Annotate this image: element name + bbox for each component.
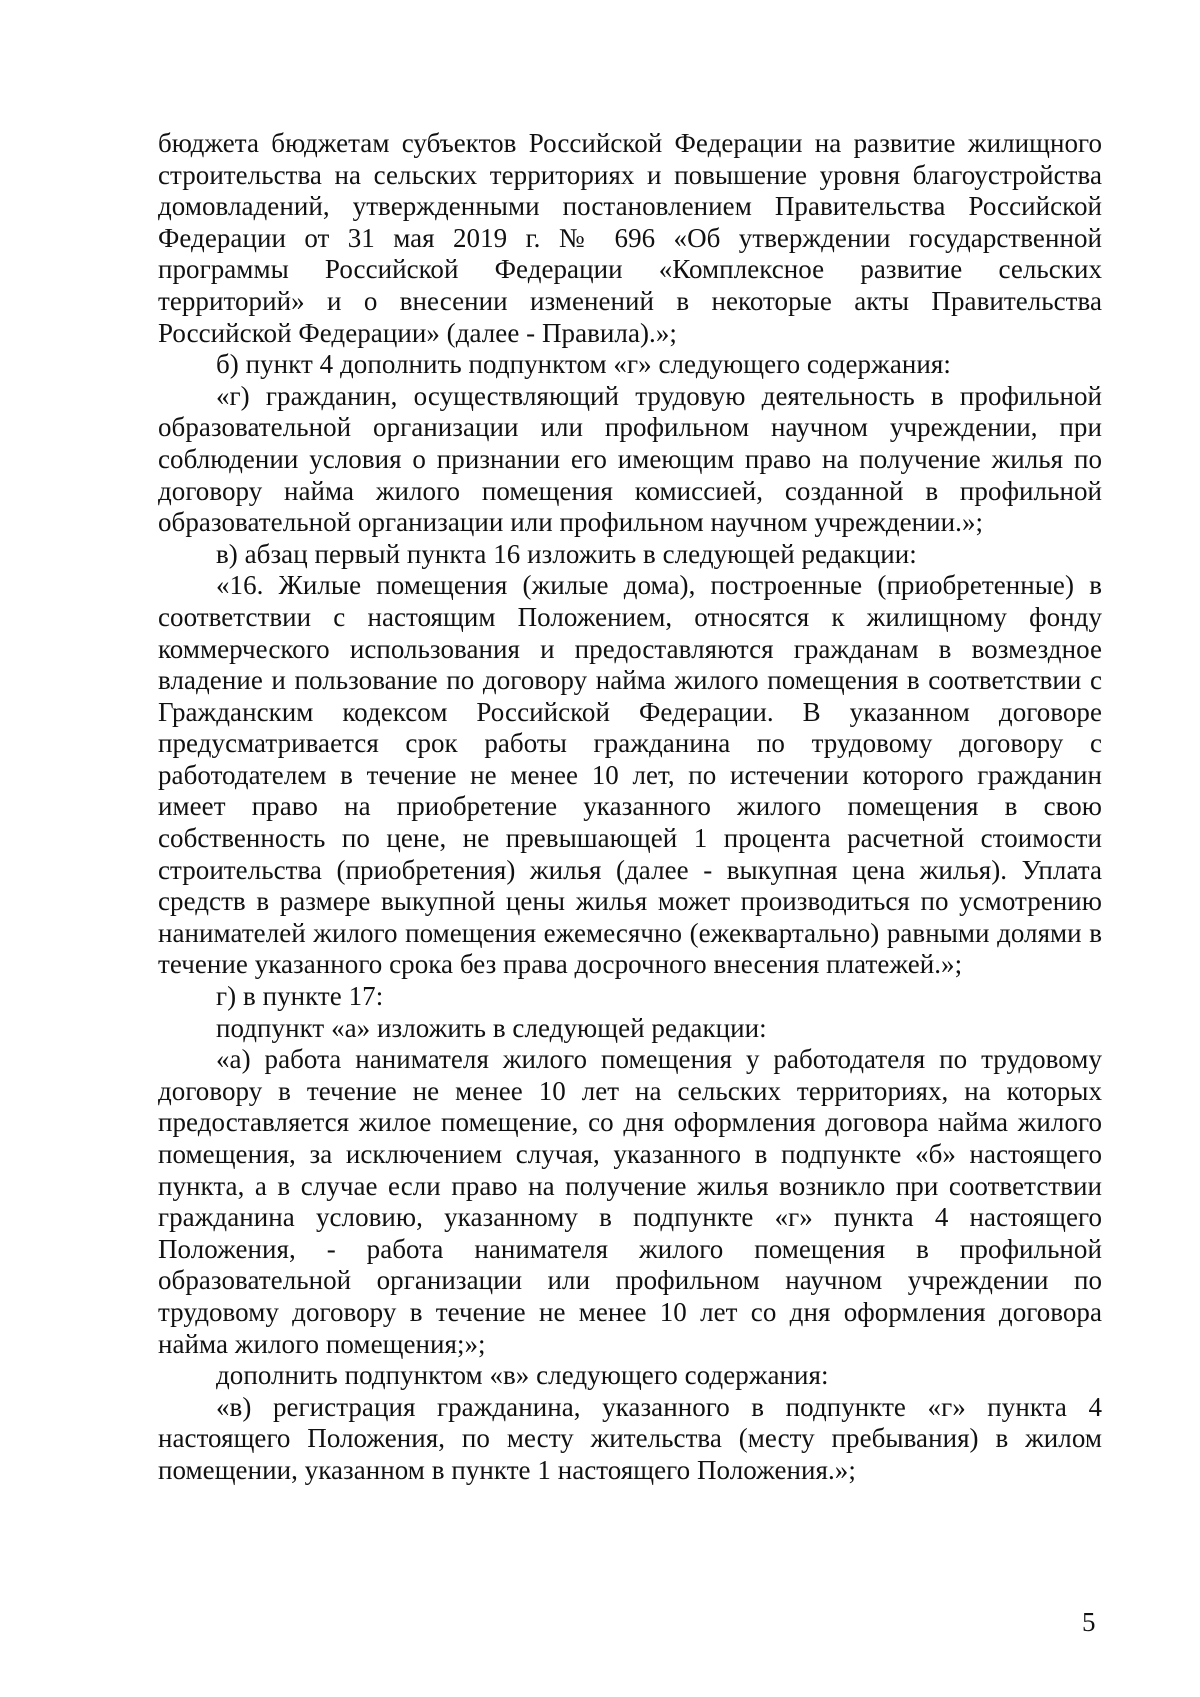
paragraph-continuation-rules: бюджета бюджетам субъектов Российской Федерации на развитие жилищного строительства на сельских территориях и повышение уровня благоустройства домовладений, утвержденными постановлением Правительства Российской Федерации от 31 мая 2019 г. № 696 «Об утверждении государственной программы Российской Федерации «Комплексное развитие сельских территорий» и о внесении изменений в некоторые акты Правительства Российской Федерации» (далее - Правила).»; <box>158 128 1102 348</box>
paragraph-subitem-a-heading: подпункт «а» изложить в следующей редакции: <box>216 1012 767 1043</box>
paragraph-subitem-v-heading: дополнить подпунктом «в» следующего содержания: <box>216 1360 829 1391</box>
paragraph-item-v-heading: в) абзац первый пункта 16 изложить в следующей редакции: <box>216 538 917 569</box>
page-number: 5 <box>1082 1607 1096 1637</box>
paragraph-item-b-heading: б) пункт 4 дополнить подпунктом «г» следующего содержания: <box>216 349 951 380</box>
document-body <box>158 128 1102 1487</box>
paragraph-point-16-text: «16. Жилые помещения (жилые дома), построенные (приобретенные) в соответствии с настоящим Положением, относятся к жилищному фонду коммерческого использования и предоставляются гражданам в возмездное владение и пользование по договору найма жилого помещения в соответствии с Гражданским кодексом Российской Федерации. В указанном договоре предусматривается срок работы гражданина по трудовому договору с работодателем в течение не менее 10 лет, по истечении которого гражданин имеет право на приобретение указанного жилого помещения в свою собственность по цене, не превышающей 1 процента расчетной стоимости строительства (приобретения) жилья (далее - выкупная цена жилья). Уплата средств в размере выкупной цены жилья может производиться по усмотрению нанимателей жилого помещения ежемесячно (ежеквартально) равными долями в течение указанного срока без права досрочного внесения платежей.»; <box>158 570 1102 980</box>
paragraph-item-g-point-17: г) в пункте 17: <box>216 981 384 1012</box>
paragraph-subitem-v-text: «в) регистрация гражданина, указанного в подпункте «г» пункта 4 настоящего Положения, по месту жительства (месту пребывания) в жилом помещении, указанном в пункте 1 настоящего Положения.»; <box>158 1391 1102 1485</box>
paragraph-subitem-a-text: «а) работа нанимателя жилого помещения у работодателя по трудовому договору в течение не менее 10 лет на сельских территориях, на которых предоставляется жилое помещение, со дня оформления договора найма жилого помещения, за исключением случая, указанного в подпункте «б» настоящего пункта, а в случае если право на получение жилья возникло при соответствии гражданина условию, указанному в подпункте «г» пункта 4 настоящего Положения, - работа нанимателя жилого помещения в профильной образовательной организации или профильном научном учреждении по трудовому договору в течение не менее 10 лет со дня оформления договора найма жилого помещения;»; <box>158 1044 1102 1359</box>
paragraph-item-g-text: «г) гражданин, осуществляющий трудовую деятельность в профильной образовательной организации или профильном научном учреждении, при соблюдении условия о признании его имеющим право на получение жилья по договору найма жилого помещения комиссией, созданной в профильной образовательной организации или профильном научном учреждении.»; <box>158 380 1102 538</box>
